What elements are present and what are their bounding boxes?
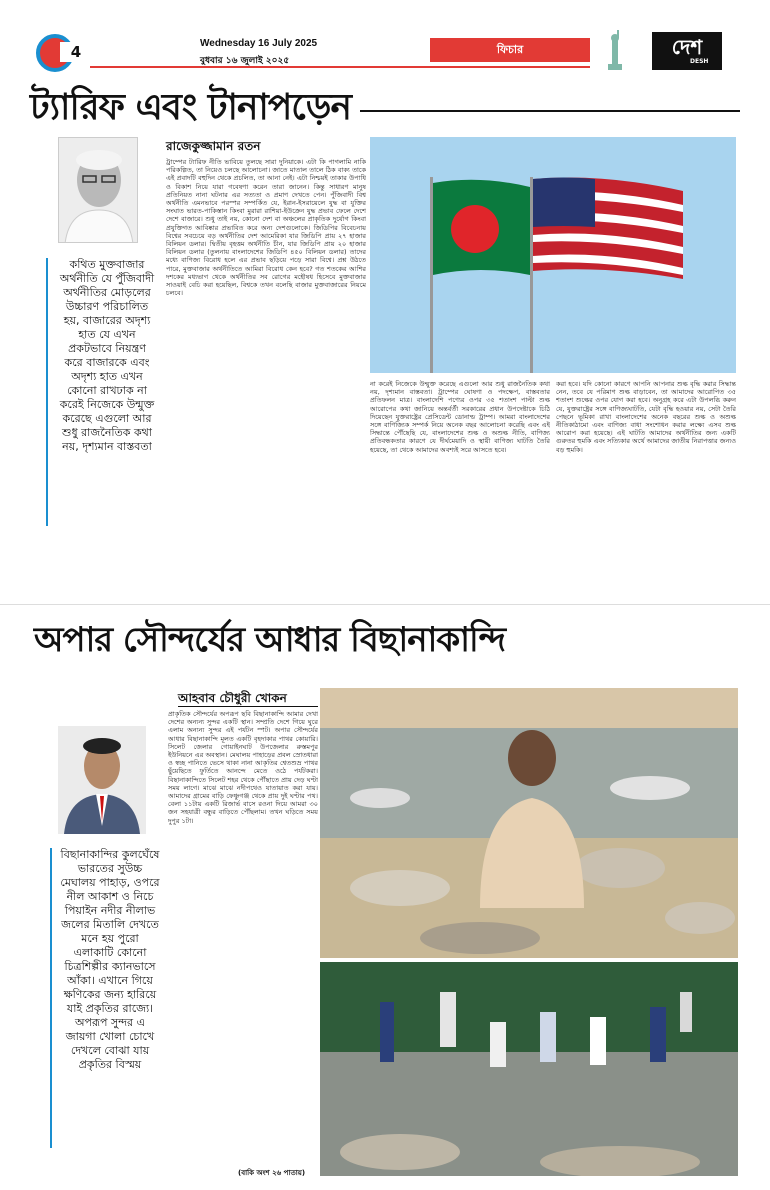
bangladesh-usa-flags-icon [370,137,736,373]
article2-headline: অপার সৌন্দর্যের আধার বিছানাকান্দি [34,620,506,660]
author-portrait [58,137,138,243]
article1-column-2: না করেই নিজেকে উন্মুক্ত করেছে এগুলো আর শুধু রাজনৈতিক কথা নয়, দৃশ্যমান বাস্তবতা। ট্রাম্পের ঘোষণা ও পদক্ষেপ, বাস্তবতার প্রতিফলন মাত্র। বাংলাদেশি পণ্যের ওপর ৩৫ শতাংশ পাল্টা শুল্ক আরোপের কথা জানিয়ে অন্তর্বর্তী সরকারের প্রধান উপদেষ্টাকে চিঠি দিয়েছেন যুক্তরাষ্ট্রের প্রেসিডেন্ট ডোনাল্ড ট্রাম্প। আমরা বাংলাদেশের সঙ্গে বাণিজ্যিক সম্পর্ক নিয়ে অনেক বছর আলোচনা করেছি এবং এই সিদ্ধান্তে পৌঁছেছি যে, বাংলাদেশের শুল্ক ও অশুল্ক নীতি, বাণিজ্য প্রতিবন্ধকতার কারণে যে দীর্ঘমেয়াদি ও স্থায়ী বাণিজ্য ঘাটতি তৈরি হয়েছে, তা থেকে আমাদের অবশ্যই সরে আসতে হবে। [370,380,550,454]
byline-rule [178,706,318,707]
header-rule [90,66,590,68]
article2-column-1: প্রাকৃতিক সৌন্দর্যের অপরূপ ছবি বিছানাকান্দি আমার দেখা দেশের অন্যন্য সুন্দর একটি স্থান। সম্প্রতি দেশে গিয়ে ঘুরে এলাম অন্যন্য সুন্দর এই পর্যটন স্পট। অপার সৌন্দর্যের আধার বিছানাকান্দি মূলত একটি বৃহদাকার পাথর কোয়ারি। সিলেট জেলার গোয়াইনঘাট উপজেলার রুস্তমপুর ইউনিয়নে এর অবস্থান। মেঘালয় পাহাড়ের প্রবল স্রোতধারা ও স্বচ্ছ পানিতে ভেসে থাকা নানা আকৃতির শ্বেতশুভ্র পাথর ছুঁয়েছিতে ফুর্তিতে আনন্দে মেতে ওঠে পর্যটকরা। বিছানাকান্দিতে সিলেট শহর থেকে পৌঁছাতে প্রায় দেড় ঘণ্টা সময় লাগে। মাঝে মাঝে নদীপথেও যাতায়াত করা যায়। আমাদের গ্রামের বাড়ি ফেঞ্চুগঞ্জ থেকে প্রায় দুই ঘণ্টার পথ। বেলা ১১টায় একটি রিজার্ভ বাসে রওনা দিয়ে আমরা ৩০ জন সহযাত্রী বন্ধুর বাড়িতে পৌঁছলাম। তখন ঘড়িতে সময় দুপুর ১টা। [168,710,318,825]
article1-headline: ট্যারিফ এবং টানাপড়েন [30,87,351,128]
publication-logo-sub: DESH [690,58,709,65]
article1-column-3: করা হবে। যদি কোনো কারণে আপনি আপনার শুল্ক বৃদ্ধি করার সিদ্ধান্ত নেন, তবে যে পরিমাণ শুল্ক বাড়াবেন, তা আমাদের আরোপিত ৩৫ শতাংশ শুল্কের ওপর যোগ করা হবে। অনুগ্রহ করে এটা উপলব্ধি করুন যে, যুক্তরাষ্ট্রের সঙ্গে বাণিজ্যঘাটতি, যেটা বৃদ্ধি হওয়ার নয়, সেটা তৈরি পেছনে ভূমিকা রাখা বাংলাদেশের অনেক বছরের শুল্ক ও অশুল্ক নীতিকাঠামো এবং বাণিজ্য বাধা সংশোধন করার লক্ষ্যে এসব শুল্ক আরোপ করা হয়েছে। এই ঘাটতি আমাদের অর্থনীতির জন্য একটি গুরুতর হুমকি এবং সত্যিকার অর্থে আমাদের জাতীয় নিরাপত্তার জন্যও বড় হুমকি। [556,380,736,454]
statue-of-liberty-icon [600,30,630,70]
author-photo-icon [59,138,138,243]
author2-portrait [58,726,146,834]
article2-river-photo [320,688,738,958]
headline-rule [360,110,740,112]
date-bengali: বুধবার ১৬ জুলাই ২০২৫ [200,56,290,66]
article1-byline: রাজেকুজ্জামান রতন [166,139,261,153]
article1-column-1: ট্রাম্পের ট্যারিফ নীতি ভাবিয়ে তুলছে সারা দুনিয়াকে। এটা কি পাগলামি নাকি পরিকল্পিত, তা নিয়েও চলছে আলোচনা। জাতে মাতাল তালে ঠিক বাক্য তাকে এই প্রবাদটি বহুদিন থেকে প্রচলিত, তা আনা নেই। এটা নিশ্চয়ই তাকার উপাধি ও বিকাশ নিয়ে যারা গবেষণা করেন তারা জানেন। কিন্তু সাধারণ মানুষ প্রতিনিয়ত নানা ঘটনার এর সত্যতা ও প্রমাণ দেখতে পেন। পুঁজিবাদী বিশ্ব অর্থনীতি এমনভাবে পরস্পর সম্পর্কিত যে, ইরান-ইসরায়েলে যুদ্ধ বা যুক্তির সংঘাত ভারত-পাকিস্তান কিংবা মুরারা রাশিয়া-ইউক্রেন যুদ্ধ প্রভাব ফেলে দেশে দেশে বাজারে। শুধু তাই নয়, কোনো দেশ বা অঞ্চলের প্রাকৃতিক দুর্যোগ কিংবা প্রযুক্তিগত আবিষ্কার প্রভাবিত করে অন্য দেশগুলোকে। জিডিপির বিবেচনায় বিশ্বের সবচেয়ে বড় অর্থনীতির দেশ আমেরিকা যার জিডিপি প্রায় ২৭ হাজার বিলিয়ন ডলার। দ্বিতীয় বৃহত্তম অর্থনীতি চীন, যার জিডিপি প্রায় ২০ হাজার বিলিয়ন ডলার (তুলনায় বাংলাদেশের জিডিপি ৪৫০ বিলিয়ন ডলার) তাদের মধ্যে বাণিজ্য বিরোধ হলে এর প্রভাব ছড়িয়ে পড়ে সারা বিশ্বে। প্রশ্ন উঠতে পারে, মুক্তবাজার অর্থনীতিতে আমিরা বিরোধ কেন হবে? গত শতকের আশির দশকের মধ্যভাগ থেকে অর্থনীতির সব রোগের মহৌষধ হিসেবে মুক্তবাজার সাওয়াই বেচি করা হয়েছিল, বিশ্বকে তখন বলেছি বাজার মুক্তবাজারের নিয়মে চলবে। [166,158,366,298]
article1-pull-quote: কথিত মুক্তবাজার অর্থনীতি যে পুঁজিবাদী অর্থনীতির মোড়লের উচ্চারণ পরিচালিত হয়, বাজারের অদৃশ্য হাত যে এখন প্রকটভাবে নিয়ন্ত্রণ করে বাজারকে এবং অদৃশ্য হাত এখন কোনো রাখঢাক না করেই নিজেকে উন্মুক্ত করেছে এগুলো আর শুধু রাজনৈতিক কথা নয়, দৃশ্যমান বাস্তবতা [46,258,156,526]
article2-pull-quote: বিছানাকান্দির কুলঘেঁষে ভারতের সুউচ্চ মেঘালয় পাহাড়, ওপরে নীল আকাশ ও নিচে পিয়াইন নদীর নীলাভ জলের মিতালি দেখতে মনে হয় পুরো এলাকাটি কোনো চিত্রশিল্পীর ক্যানভাসে আঁকা। এখানে গিয়ে ক্ষণিকের জন্য হারিয়ে যাই প্রকৃতির রাজ্যে। অপরূপ সুন্দর এ জায়গা খোলা চোখে দেখলে বোঝা যায় প্রকৃতির বিস্ময় [50,848,160,1148]
group-by-river-photo-icon [320,962,738,1176]
page-header [0,0,770,66]
section-label: ফিচার [430,38,590,62]
date-english: Wednesday 16 July 2025 [200,38,318,49]
river-portrait-photo-icon [320,688,738,958]
article-divider [0,604,770,605]
article2-group-photo [320,962,738,1176]
article2-byline: আহবাব চৌধুরী খোকন [178,691,287,705]
page-number: 4 [60,42,92,62]
article1-flags-photo [370,137,736,373]
author2-photo-icon [58,726,146,834]
publication-logo: দেশ [652,32,722,70]
article2-continued: (বাকি অংশ ২৬ পাতায়) [238,1169,306,1177]
